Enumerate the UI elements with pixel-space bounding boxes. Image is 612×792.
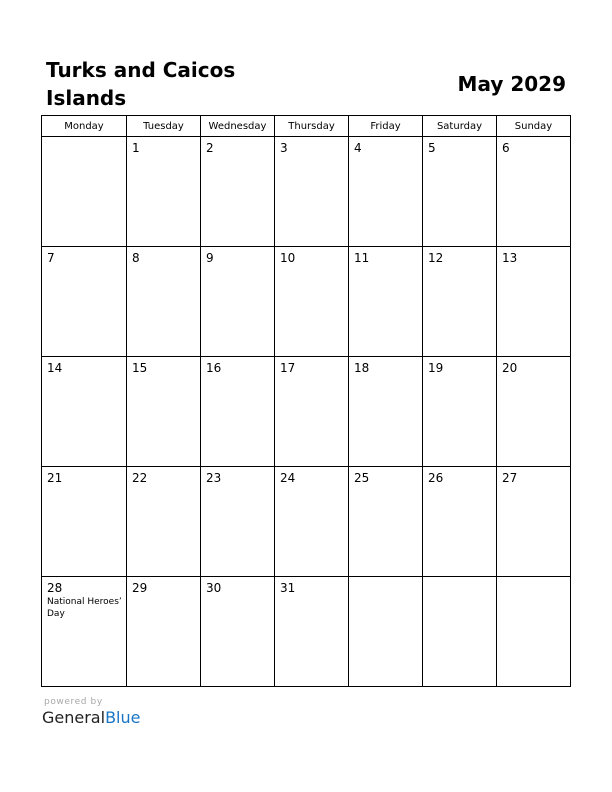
week-row: [42, 357, 571, 467]
day-number: 27: [502, 471, 518, 485]
day-number: 5: [428, 141, 436, 155]
day-number: [497, 577, 570, 581]
weekday-header-friday: Friday: [349, 116, 423, 137]
day-cell: [497, 467, 571, 577]
generalblue-logo: [42, 708, 140, 728]
day-cell: [275, 467, 349, 577]
day-number: 20: [502, 361, 518, 375]
day-number: 12: [428, 251, 444, 265]
day-cell: [497, 137, 571, 247]
day-number: 9: [206, 251, 214, 265]
day-cell: [423, 467, 497, 577]
day-number: 6: [502, 141, 510, 155]
day-number: 14: [47, 361, 63, 375]
weekday-header-wednesday: Wednesday: [201, 116, 275, 137]
logo-text-blue: Blue: [105, 708, 141, 727]
day-cell: [423, 577, 497, 687]
day-cell: [497, 357, 571, 467]
day-cell: [497, 247, 571, 357]
weekday-header-thursday: Thursday: [275, 116, 349, 137]
day-number: 30: [206, 581, 222, 595]
day-cell: [42, 357, 127, 467]
day-number: 13: [502, 251, 518, 265]
day-number: 11: [354, 251, 370, 265]
day-number: 26: [428, 471, 444, 485]
day-number: 21: [47, 471, 63, 485]
day-cell: [275, 577, 349, 687]
day-cell: [42, 247, 127, 357]
day-number: 16: [206, 361, 222, 375]
day-cell: [275, 137, 349, 247]
weekday-header-saturday: Saturday: [423, 116, 497, 137]
day-number: 3: [280, 141, 288, 155]
day-number: 18: [354, 361, 370, 375]
day-number: 24: [280, 471, 296, 485]
day-cell: [127, 247, 201, 357]
weekday-header-monday: Monday: [42, 116, 127, 137]
day-cell: [201, 467, 275, 577]
day-number: [349, 577, 422, 581]
day-cell: [497, 577, 571, 687]
day-cell: [349, 357, 423, 467]
day-number: 10: [280, 251, 296, 265]
day-cell: [201, 577, 275, 687]
day-cell: [423, 357, 497, 467]
day-cell: [349, 467, 423, 577]
day-number: [42, 137, 126, 141]
day-cell: [275, 357, 349, 467]
day-cell: [349, 577, 423, 687]
day-cell: [127, 357, 201, 467]
calendar-month-title: May 2029: [457, 72, 566, 96]
powered-by-label: powered by: [44, 697, 103, 707]
day-number: 19: [428, 361, 444, 375]
day-cell: [42, 577, 127, 687]
day-number: 22: [132, 471, 148, 485]
weekday-header-sunday: Sunday: [497, 116, 571, 137]
day-cell: [127, 577, 201, 687]
day-cell: [127, 137, 201, 247]
day-cell: [423, 247, 497, 357]
calendar-grid: [41, 115, 571, 687]
day-number: 7: [47, 251, 55, 265]
day-cell: [349, 247, 423, 357]
holiday-label: National Heroes’ Day: [47, 597, 122, 619]
day-number: 1: [132, 141, 140, 155]
day-number: 8: [132, 251, 140, 265]
day-number: [423, 577, 496, 581]
week-row: [42, 467, 571, 577]
day-cell: [201, 137, 275, 247]
day-cell: [201, 247, 275, 357]
day-number: 29: [132, 581, 148, 595]
day-number: 15: [132, 361, 148, 375]
day-number: 23: [206, 471, 222, 485]
day-cell: [349, 137, 423, 247]
week-row: [42, 247, 571, 357]
generalblue-brand: [42, 696, 140, 728]
day-number: 31: [280, 581, 296, 595]
day-cell: [42, 137, 127, 247]
day-number: 28: [47, 581, 63, 595]
logo-text-general: General: [42, 708, 106, 727]
day-cell: [42, 467, 127, 577]
day-number: 2: [206, 141, 214, 155]
day-cell: [423, 137, 497, 247]
week-row: [42, 577, 571, 687]
day-cell: [127, 467, 201, 577]
day-cell: [201, 357, 275, 467]
day-cell: [275, 247, 349, 357]
calendar-country-title: Turks and Caicos Islands: [46, 58, 236, 110]
weekday-header-tuesday: Tuesday: [127, 116, 201, 137]
day-number: 25: [354, 471, 370, 485]
weekday-header-row: [42, 116, 571, 137]
day-number: 4: [354, 141, 362, 155]
day-number: 17: [280, 361, 296, 375]
week-row: [42, 137, 571, 247]
